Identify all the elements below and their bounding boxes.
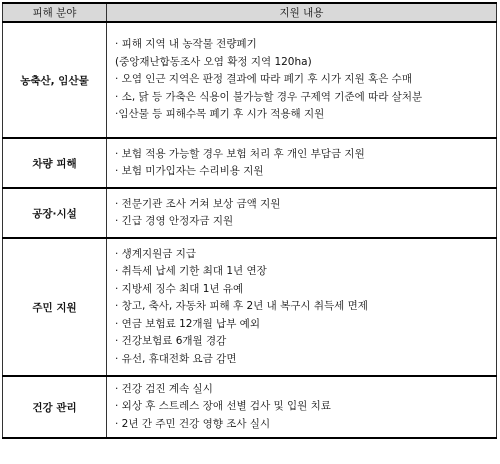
list-item: · 연금 보험료 12개월 납부 예외 [115,317,260,330]
items-cell [107,22,497,138]
list-item: ·임산물 등 피해수목 폐기 후 시가 적용해 지원 [115,108,325,121]
category-cell: 주민 지원 [3,238,107,376]
items-cell [107,138,497,188]
list-item: · 생계지원금 지급 [115,248,197,261]
list-item: · 취득세 납세 기한 최대 1년 연장 [115,265,267,278]
list-item: · 외상 후 스트레스 장애 선별 검사 및 입원 치료 [115,400,331,413]
list-item: · 창고, 축사, 자동차 피해 후 2년 내 복구시 취득세 면제 [115,300,368,313]
category-cell: 건강 관리 [3,376,107,438]
list-item: · 보험 미가입자는 수리비용 지원 [115,165,264,177]
header-content: 지원 내용 [107,3,497,22]
damage-support-table [2,2,497,439]
table-row-vehicle [3,138,497,188]
items-cell [107,238,497,376]
header-category: 피해 분야 [3,3,107,22]
category-cell: 농축산, 임산물 [3,22,107,138]
category-cell: 공장·시설 [3,188,107,238]
list-item: · 보험 적용 가능할 경우 보험 처리 후 개인 부담금 지원 [115,147,365,160]
table-header-row [3,3,497,22]
items-cell [107,376,497,438]
list-item: · 2년 간 주민 건강 영향 조사 실시 [115,417,271,430]
table-row-residents [3,238,497,376]
table-row-health [3,376,497,438]
list-item: · 지방세 징수 최대 1년 유예 [115,282,244,295]
list-item: · 건강보험료 6개월 경감 [115,335,227,348]
list-item: (중앙재난합동조사 오염 확정 지역 120ha) [115,55,312,68]
items-cell [107,188,497,238]
table-row-agriculture [3,22,497,138]
list-item: · 오염 인근 지역은 판정 결과에 따라 폐기 후 시가 지원 혹은 수매 [115,73,412,86]
table-row-factory [3,188,497,238]
list-item: · 유선, 휴대전화 요금 감면 [115,352,237,365]
list-item: · 건강 검진 계속 실시 [115,383,213,395]
category-cell: 차량 피해 [3,138,107,188]
list-item: · 소, 닭 등 가축은 식용이 불가능할 경우 구제역 기준에 따라 살처분 [115,90,423,103]
list-item: · 긴급 경영 안정자금 지원 [115,215,234,227]
list-item: · 전문기관 조사 거쳐 보상 금액 지원 [115,197,281,210]
support-table-container [2,2,496,439]
list-item: · 피해 지역 내 농작물 전량폐기 [115,38,257,51]
